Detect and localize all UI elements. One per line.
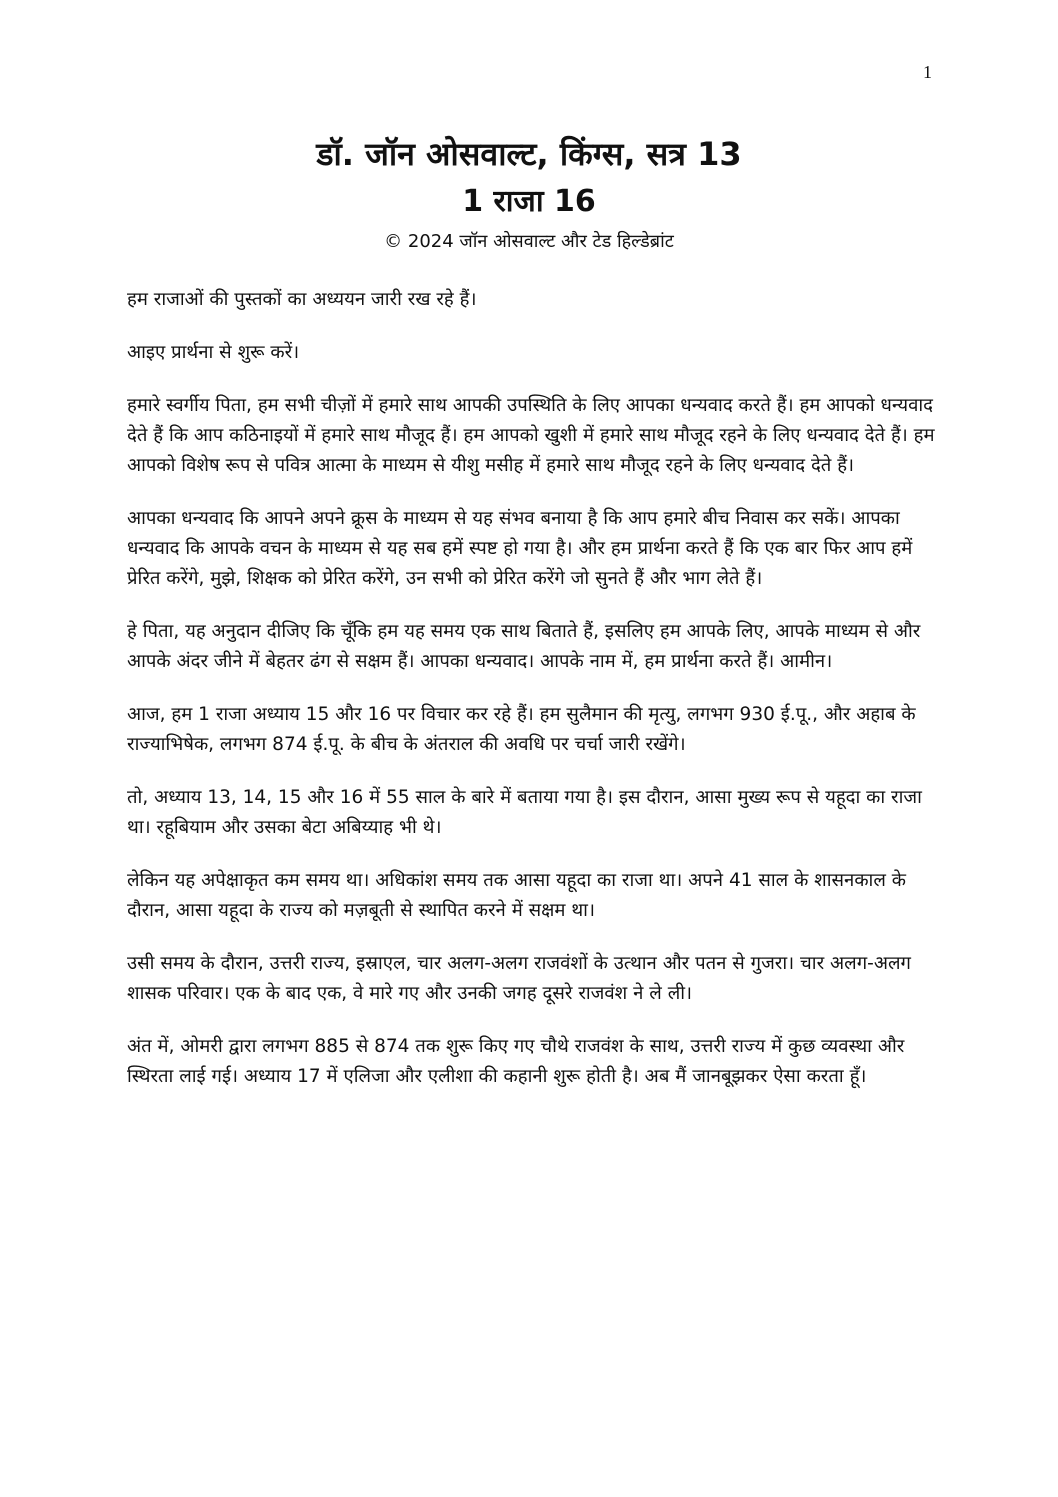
paragraph: हे पिता, यह अनुदान दीजिए कि चूँकि हम यह समय एक साथ बिताते हैं, इसलिए हम आपके लिए, आपके माध्यम से और आपके अंदर जीने में बेहतर ढंग से सक्षम हैं। आपका धन्यवाद। आपके नाम में, हम प्रार्थना करते हैं। आमीन।: [127, 621, 921, 672]
paragraph: हमारे स्वर्गीय पिता, हम सभी चीज़ों में हमारे साथ आपकी उपस्थिति के लिए आपका धन्यवाद करते हैं। हम आपको धन्यवाद देते हैं कि आप कठिनाइयों में हमारे साथ मौजूद हैं। हम आपको खुशी में हमारे साथ मौजूद रहने के लिए धन्यवाद देते हैं। हम आपको विशेष रूप से पवित्र आत्मा के माध्यम से यीशु मसीह में हमारे साथ मौजूद रहने के लिए धन्यवाद देते हैं।: [127, 395, 935, 476]
page-number: 1: [923, 62, 932, 82]
paragraph: उसी समय के दौरान, उत्तरी राज्य, इस्राएल, चार अलग-अलग राजवंशों के उत्थान और पतन से गुजरा। चार अलग-अलग शासक परिवार। एक के बाद एक, वे मारे गए और उनकी जगह दूसरे राजवंश ने ले ली।: [127, 953, 911, 1004]
paragraph: लेकिन यह अपेक्षाकृत कम समय था। अधिकांश समय तक आसा यहूदा का राजा था। अपने 41 साल के शासनकाल के दौरान, आसा यहूदा के राज्य को मज़बूती से स्थापित करने में सक्षम था।: [127, 870, 906, 921]
paragraph: तो, अध्याय 13, 14, 15 और 16 में 55 साल के बारे में बताया गया है। इस दौरान, आसा मुख्य रूप से यहूदा का राजा था। रहूबियाम और उसका बेटा अबिय्याह भी थे।: [127, 787, 922, 838]
copyright-line: © 2024 जॉन ओसवाल्ट और टेड हिल्डेब्रांट: [384, 231, 674, 252]
paragraph: आज, हम 1 राजा अध्याय 15 और 16 पर विचार कर रहे हैं। हम सुलैमान की मृत्यु, लगभग 930 ई.पू., और अहाब के राज्याभिषेक, लगभग 874 ई.पू. के बीच के अंतराल की अवधि पर चर्चा जारी रखेंगे।: [127, 704, 916, 755]
paragraph: आइए प्रार्थना से शुरू करें।: [127, 342, 300, 363]
document-subtitle: 1 राजा 16: [462, 184, 596, 219]
paragraph: अंत में, ओमरी द्वारा लगभग 885 से 874 तक शुरू किए गए चौथे राजवंश के साथ, उत्तरी राज्य में कुछ व्यवस्था और स्थिरता लाई गई। अध्याय 17 में एलिजा और एलीशा की कहानी शुरू होती है। अब मैं जानबूझकर ऐसा करता हूँ।: [127, 1036, 905, 1087]
document-title: डॉ. जॉन ओसवाल्ट, किंग्स, सत्र 13: [316, 135, 742, 173]
paragraph: हम राजाओं की पुस्तकों का अध्ययन जारी रख रहे हैं।: [127, 289, 477, 310]
paragraph: आपका धन्यवाद कि आपने अपने क्रूस के माध्यम से यह संभव बनाया है कि आप हमारे बीच निवास कर सकें। आपका धन्यवाद कि आपके वचन के माध्यम से यह सब हमें स्पष्ट हो गया है। और हम प्रार्थना करते हैं कि एक बार फिर आप हमें प्रेरित करेंगे, मुझे, शिक्षक को प्रेरित करेंगे, उन सभी को प्रेरित करेंगे जो सुनते हैं और भाग लेते हैं।: [127, 508, 913, 589]
document-header: [0, 130, 1058, 256]
document-body: [127, 285, 935, 1115]
